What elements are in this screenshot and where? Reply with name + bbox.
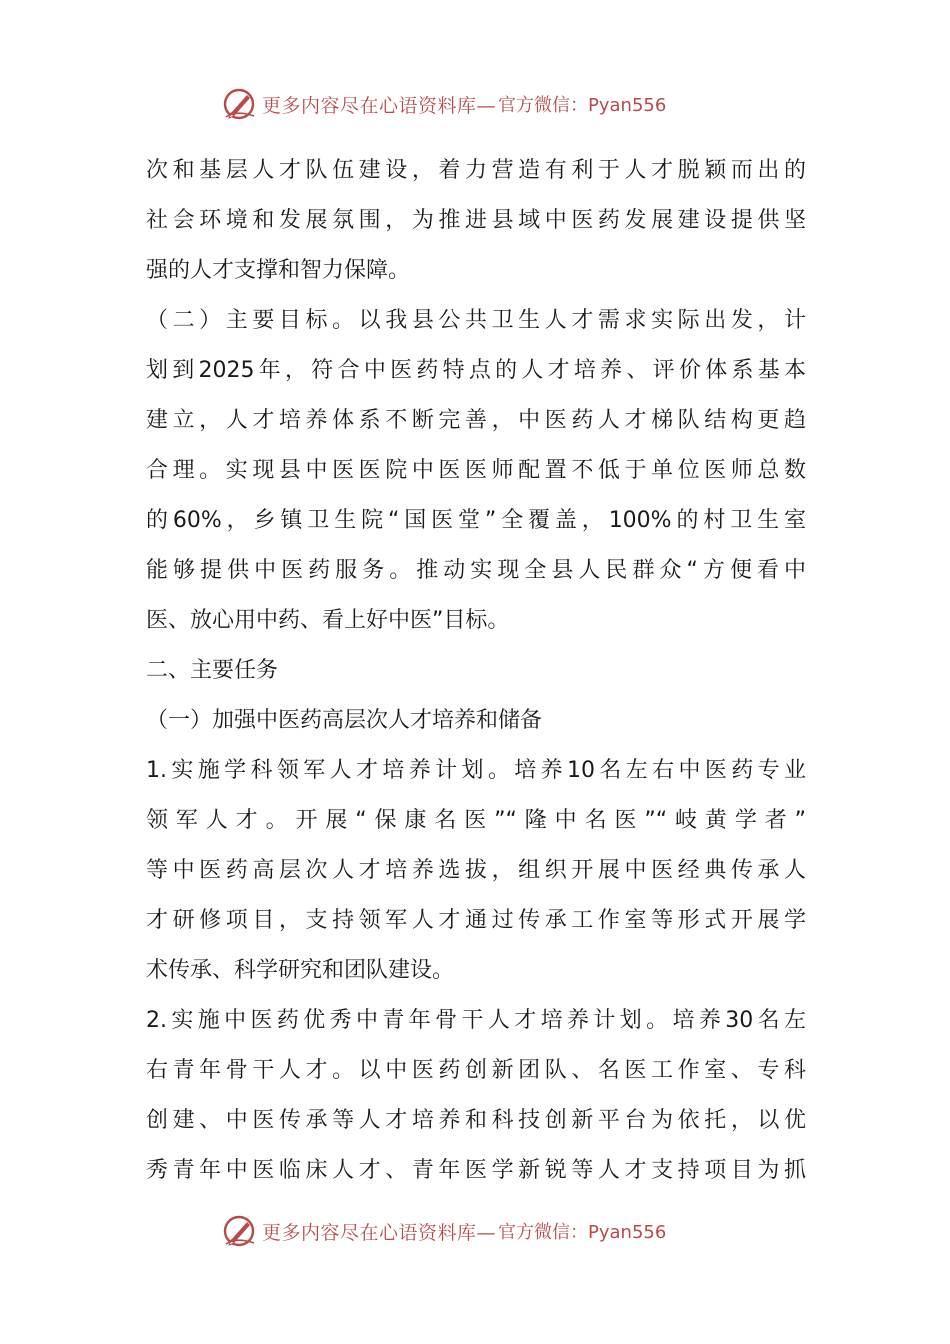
text-line: 划到2025年，符合中医药特点的人才培养、评价体系基本 <box>146 358 806 383</box>
text-line: 建立，人才培养体系不断完善，中医药人才梯队结构更趋 <box>146 408 806 433</box>
text-line: 次和基层人才队伍建设，着力营造有利于人才脱颖而出的 <box>146 158 806 183</box>
footer-watermark <box>222 1211 666 1251</box>
pen-logo-icon <box>222 86 258 122</box>
text-line: 能够提供中医药服务。推动实现全县人民群众“方便看中 <box>146 558 806 583</box>
text-line: 合理。实现县中医医院中医医师配置不低于单位医师总数 <box>146 458 806 483</box>
text-line: 强的人才支撑和智力保障。 <box>146 258 411 283</box>
text-line: 2.实施中医药优秀中青年骨干人才培养计划。培养30名左 <box>146 1008 806 1033</box>
text-line: （二）主要目标。以我县公共卫生人才需求实际出发，计 <box>146 308 806 333</box>
header-official-wechat: 官方微信：Pyan556 <box>498 95 667 116</box>
header-slogan: 更多内容尽在心语资料库— <box>262 94 497 117</box>
section-heading: 二、主要任务 <box>146 658 279 683</box>
footer-slogan: 更多内容尽在心语资料库— <box>262 1221 497 1244</box>
text-line: 领军人才。开展“保康名医”“隆中名医”“岐黄学者” <box>146 808 806 833</box>
text-line: 才研修项目，支持领军人才通过传承工作室等形式开展学 <box>146 908 806 933</box>
text-line: 社会环境和发展氛围，为推进县域中医药发展建设提供坚 <box>146 208 806 233</box>
subsection-heading: （一）加强中医药高层次人才培养和储备 <box>146 708 543 733</box>
text-line: 右青年骨干人才。以中医药创新团队、名医工作室、专科 <box>146 1058 806 1083</box>
pen-logo-icon <box>222 1213 258 1249</box>
text-line: 等中医药高层次人才培养选拔，组织开展中医经典传承人 <box>146 858 806 883</box>
text-line: 的60%，乡镇卫生院“国医堂”全覆盖，100%的村卫生室 <box>146 508 806 533</box>
text-line: 秀青年中医临床人才、青年医学新锐等人才支持项目为抓 <box>146 1158 806 1183</box>
footer-official-wechat: 官方微信：Pyan556 <box>498 1222 667 1243</box>
text-line: 1.实施学科领军人才培养计划。培养10名左右中医药专业 <box>146 758 806 783</box>
text-line: 创建、中医传承等人才培养和科技创新平台为依托，以优 <box>146 1108 806 1133</box>
document-body <box>146 146 806 1196</box>
header-watermark <box>222 84 666 124</box>
text-line: 医、放心用中药、看上好中医”目标。 <box>146 608 510 633</box>
text-line: 术传承、科学研究和团队建设。 <box>146 958 455 983</box>
